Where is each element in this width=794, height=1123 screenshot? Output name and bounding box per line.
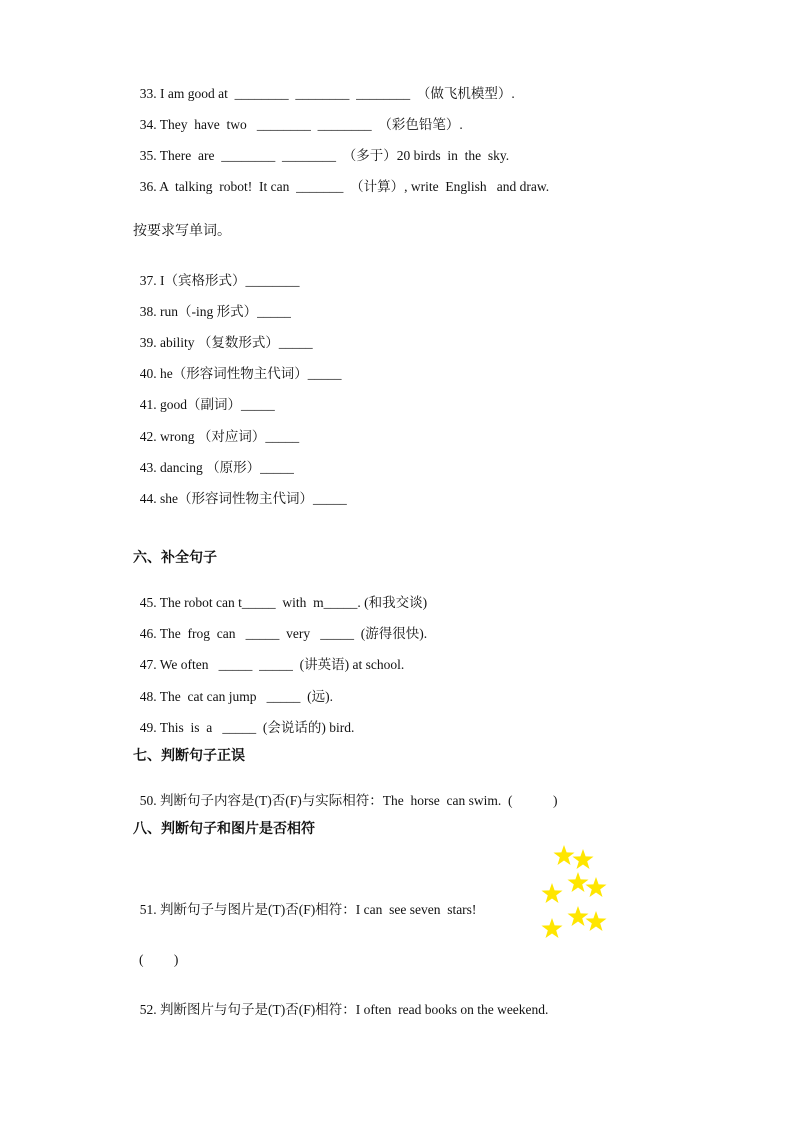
question-43: 43. dancing （原形）_____: [139, 460, 294, 475]
star-icon: [573, 849, 594, 869]
question-50: 50. 判断句子内容是(T)否(F)与实际相符：The horse can swim. ( ): [139, 793, 558, 808]
question-49: 49. This is a _____ (会说话的) bird.: [139, 720, 355, 735]
question-34: 34. They have two ________ ________ （彩色铅笔）.: [139, 117, 463, 132]
word-section-title: 按要求写单词。: [133, 223, 231, 239]
answer-parentheses-51: ( ): [139, 952, 179, 967]
star-icon: [568, 872, 589, 892]
question-35: 35. There are ________ ________ （多于）20 birds in the sky.: [139, 148, 510, 163]
question-42: 42. wrong （对应词）_____: [139, 429, 300, 444]
stars-picture: [536, 844, 616, 944]
question-38: 38. run（-ing 形式）_____: [139, 304, 291, 319]
section-7-title: 七、判断句子正误: [133, 748, 245, 764]
question-46: 46. The frog can _____ very _____ (游得很快).: [139, 626, 428, 641]
question-39: 39. ability （复数形式）_____: [139, 335, 313, 350]
star-icon: [542, 883, 563, 903]
question-52: 52. 判断图片与句子是(T)否(F)相符：I often read books on the weekend.: [139, 1002, 549, 1017]
question-41: 41. good（副词）_____: [139, 397, 275, 412]
section-6-title: 六、补全句子: [133, 550, 217, 566]
star-icon: [568, 906, 589, 926]
star-icon: [586, 911, 607, 931]
question-33: 33. I am good at ________ ________ ________ （做飞机模型）.: [139, 86, 515, 101]
question-48: 48. The cat can jump _____ (远).: [139, 689, 333, 704]
question-36: 36. A talking robot! It can _______ （计算）, write English and draw.: [139, 179, 550, 194]
star-icon: [554, 845, 575, 865]
question-37: 37. I（宾格形式）________: [139, 273, 300, 288]
question-47: 47. We often _____ _____ (讲英语) at school.: [139, 657, 405, 672]
question-44: 44. she（形容词性物主代词）_____: [139, 491, 347, 506]
star-icon: [542, 918, 563, 938]
section-8-title: 八、判断句子和图片是否相符: [133, 821, 315, 837]
question-40: 40. he（形容词性物主代词）_____: [139, 366, 342, 381]
question-45: 45. The robot can t_____ with m_____. (和我交谈): [139, 595, 428, 610]
star-icon: [586, 877, 607, 897]
question-51: 51. 判断句子与图片是(T)否(F)相符：I can see seven stars!: [139, 902, 477, 917]
